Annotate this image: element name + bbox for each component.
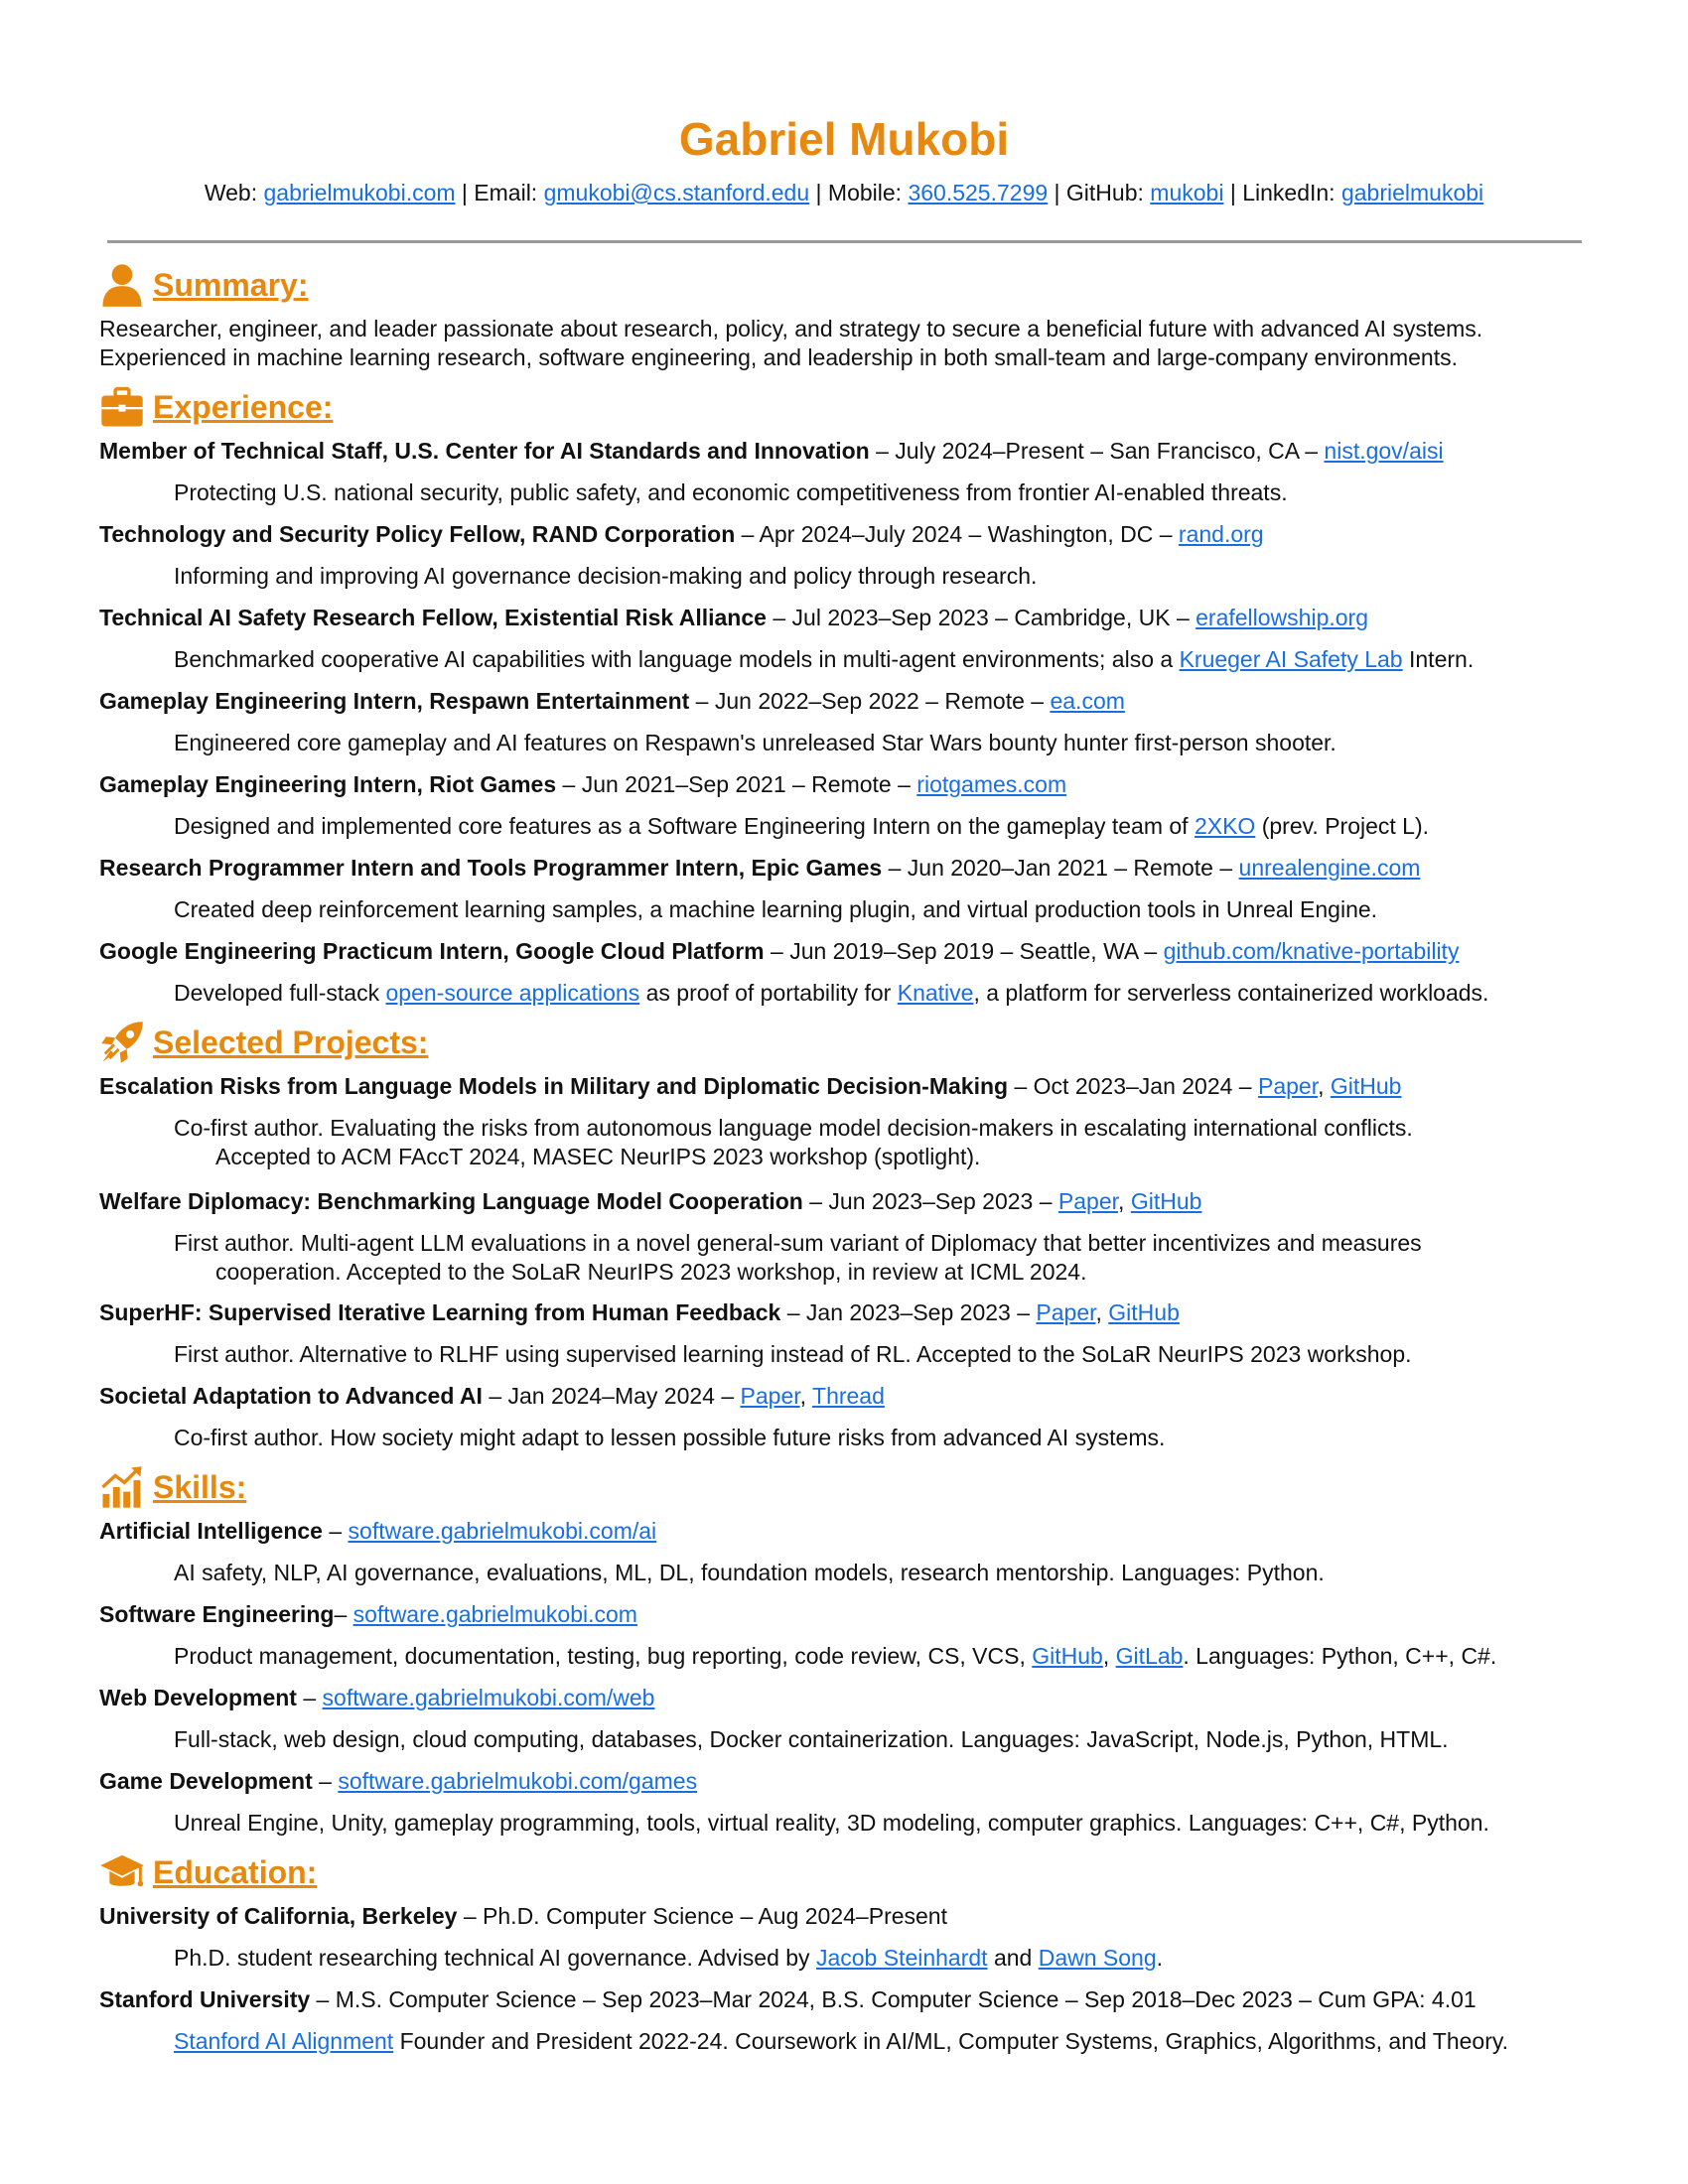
skill-entry	[99, 1600, 1589, 1629]
person-icon	[99, 262, 145, 308]
job-link[interactable]: github.com/knative-portability	[1163, 938, 1460, 964]
skill-entry	[99, 1517, 1589, 1546]
linkedin-label: LinkedIn:	[1242, 180, 1336, 205]
summary-heading	[99, 261, 309, 309]
experience-entry	[99, 854, 1589, 883]
job-description: Created deep reinforcement learning samples, a machine learning plugin, and virtual production tools in Unreal Engine.	[174, 896, 1378, 922]
open-source-link[interactable]: open-source applications	[385, 980, 640, 1006]
desc-text: . Languages: Python, C++, C#.	[1183, 1643, 1497, 1669]
desc-text: ,	[1102, 1643, 1116, 1669]
contact-line	[99, 180, 1589, 206]
school-meta: – M.S. Computer Science – Sep 2023–Mar 2024, B.S. Computer Science – Sep 2018–Dec 2023 – Cum GPA: 4.01	[310, 1986, 1477, 2012]
projects-heading	[99, 1019, 428, 1066]
job-description	[174, 645, 1589, 674]
mobile-label: Mobile:	[827, 180, 903, 205]
advisor-link[interactable]: Dawn Song	[1038, 1945, 1157, 1971]
paper-link[interactable]: Paper	[1057, 1188, 1119, 1214]
skill-sep: –	[334, 1601, 353, 1627]
job-meta: – Jun 2020–Jan 2021 – Remote –	[882, 855, 1239, 881]
github-link[interactable]: GitHub	[1130, 1188, 1202, 1214]
resume-name: Gabriel Mukobi	[678, 113, 1010, 165]
job-description: Engineered core gameplay and AI features on Respawn's unreleased Star Wars bounty hunter first-person shooter.	[174, 730, 1336, 755]
web-link[interactable]: gabrielmukobi.com	[263, 180, 456, 205]
skill-link[interactable]: software.gabrielmukobi.com	[352, 1601, 637, 1627]
summary-line: Researcher, engineer, and leader passionate about research, policy, and strategy to secure a beneficial future with advanced AI systems.	[99, 316, 1483, 341]
rocket-icon	[99, 1020, 145, 1065]
header-divider	[107, 240, 1582, 243]
experience-entry	[99, 770, 1589, 799]
advisor-link[interactable]: Jacob Steinhardt	[815, 1945, 988, 1971]
stanford-ai-alignment-link[interactable]: Stanford AI Alignment	[174, 2028, 394, 2054]
skill-link[interactable]: software.gabrielmukobi.com/web	[322, 1685, 655, 1710]
skill-description	[174, 1642, 1589, 1671]
education-description	[174, 2027, 1589, 2056]
job-link[interactable]: ea.com	[1050, 688, 1125, 714]
skill-sep: –	[296, 1685, 323, 1710]
skills-title: Skills:	[153, 1468, 247, 1505]
skill-link[interactable]: software.gabrielmukobi.com/games	[338, 1768, 698, 1794]
experience-heading	[99, 383, 333, 431]
2xko-link[interactable]: 2XKO	[1194, 813, 1256, 839]
education-entry	[99, 1902, 1589, 1931]
job-meta: – Jul 2023–Sep 2023 – Cambridge, UK –	[766, 605, 1196, 630]
project-meta: – Oct 2023–Jan 2024 –	[1008, 1073, 1258, 1099]
skill-name: Software Engineering	[99, 1601, 335, 1627]
job-description: Protecting U.S. national security, public safety, and economic competitiveness from frontier AI-enabled threats.	[174, 479, 1288, 505]
project-entry: Escalation Risks from Language Models in Military and Diplomatic Decision-Making – Oct 2023–Jan 2024 – Paper, GitHub	[99, 1073, 1402, 1099]
project-description: Co-first author. How society might adapt to lessen possible future risks from advanced AI systems.	[174, 1425, 1166, 1450]
job-meta: – Jun 2022–Sep 2022 – Remote –	[689, 688, 1051, 714]
projects-title: Selected Projects:	[153, 1024, 429, 1060]
paper-link[interactable]: Paper	[1258, 1073, 1319, 1099]
briefcase-icon	[99, 384, 145, 430]
desc-text: First author. Multi-agent LLM evaluations in a novel general-sum variant of Diplomacy that better incentivizes and measures	[174, 1230, 1422, 1256]
email-link[interactable]: gmukobi@cs.stanford.edu	[543, 180, 810, 205]
job-link[interactable]: unrealengine.com	[1238, 855, 1421, 881]
skill-sep: –	[312, 1768, 339, 1794]
summary-text	[99, 315, 1589, 372]
desc-text: Accepted to ACM FAccT 2024, MASEC NeurIPS 2023 workshop (spotlight).	[215, 1144, 981, 1169]
project-entry: Societal Adaptation to Advanced AI – Jan 2024–May 2024 – Paper, Thread	[99, 1383, 885, 1409]
desc-text: as proof of portability for	[639, 980, 898, 1006]
skill-entry	[99, 1767, 1589, 1796]
experience-entry	[99, 604, 1589, 632]
school-name: Stanford University	[99, 1986, 311, 2012]
github-link[interactable]: GitHub	[1108, 1299, 1180, 1325]
project-title: Welfare Diplomacy: Benchmarking Language Model Cooperation	[99, 1188, 803, 1214]
paper-link[interactable]: Paper	[740, 1383, 800, 1409]
bar-chart-icon	[99, 1464, 145, 1510]
experience-entry	[99, 520, 1589, 549]
project-title: Escalation Risks from Language Models in Military and Diplomatic Decision-Making	[99, 1073, 1009, 1099]
project-description	[174, 1114, 1589, 1171]
job-title: Research Programmer Intern and Tools Programmer Intern, Epic Games	[99, 855, 883, 881]
job-title: Google Engineering Practicum Intern, Google Cloud Platform	[99, 938, 765, 964]
desc-text: Intern.	[1402, 646, 1475, 672]
education-description	[174, 1944, 1589, 1973]
experience-entry	[99, 437, 1589, 466]
skill-description: Unreal Engine, Unity, gameplay programming, tools, virtual reality, 3D modeling, computer graphics. Languages: C++, C#, Python.	[174, 1810, 1489, 1836]
desc-text: Founder and President 2022-24. Coursework in AI/ML, Computer Systems, Graphics, Algorithms, and Theory.	[393, 2028, 1509, 2054]
skill-link[interactable]: software.gabrielmukobi.com/ai	[348, 1518, 657, 1544]
project-entry: Welfare Diplomacy: Benchmarking Language Model Cooperation – Jun 2023–Sep 2023 – Paper, GitHub	[99, 1188, 1202, 1214]
github-label: GitHub:	[1065, 180, 1144, 205]
job-meta: – Apr 2024–July 2024 – Washington, DC –	[735, 521, 1179, 547]
job-title: Technology and Security Policy Fellow, RAND Corporation	[99, 521, 736, 547]
gitlab-link[interactable]: GitLab	[1115, 1643, 1184, 1669]
skill-sep: –	[322, 1518, 349, 1544]
project-description: First author. Alternative to RLHF using supervised learning instead of RL. Accepted to the SoLaR NeurIPS 2023 workshop.	[174, 1341, 1412, 1367]
mobile-link[interactable]: 360.525.7299	[908, 180, 1049, 205]
job-title: Technical AI Safety Research Fellow, Existential Risk Alliance	[99, 605, 767, 630]
web-label: Web:	[204, 180, 258, 205]
desc-text: Co-first author. Evaluating the risks from autonomous language model decision-makers in escalating international conflicts.	[174, 1115, 1413, 1141]
school-meta: – Ph.D. Computer Science – Aug 2024–Present	[457, 1903, 947, 1929]
job-link[interactable]: nist.gov/aisi	[1324, 438, 1444, 464]
experience-entry	[99, 687, 1589, 716]
skill-entry	[99, 1684, 1589, 1712]
project-meta: – Jan 2024–May 2024 –	[482, 1383, 741, 1409]
desc-text: Developed full-stack	[174, 980, 386, 1006]
separator: |	[815, 180, 822, 205]
desc-text: Product management, documentation, testing, bug reporting, code review, CS, VCS,	[174, 1643, 1033, 1669]
job-link[interactable]: riotgames.com	[916, 771, 1067, 797]
job-title: Member of Technical Staff, U.S. Center for AI Standards and Innovation	[99, 438, 870, 464]
github-link[interactable]: mukobi	[1150, 180, 1224, 205]
job-meta: – July 2024–Present – San Francisco, CA –	[869, 438, 1325, 464]
desc-text: and	[987, 1945, 1039, 1971]
job-description	[174, 812, 1589, 841]
project-description	[174, 1229, 1589, 1287]
skill-description: AI safety, NLP, AI governance, evaluations, ML, DL, foundation models, research mentorship. Languages: Python.	[174, 1560, 1325, 1585]
project-title: SuperHF: Supervised Iterative Learning from Human Feedback	[99, 1299, 781, 1325]
separator: |	[1054, 180, 1060, 205]
education-title: Education:	[153, 1853, 318, 1890]
experience-title: Experience:	[153, 388, 334, 425]
job-link[interactable]: rand.org	[1178, 521, 1264, 547]
job-title: Gameplay Engineering Intern, Respawn Entertainment	[99, 688, 690, 714]
project-entry: SuperHF: Supervised Iterative Learning from Human Feedback – Jan 2023–Sep 2023 – Paper, GitHub	[99, 1299, 1180, 1325]
job-description	[174, 979, 1589, 1008]
github-link[interactable]: GitHub	[1330, 1073, 1402, 1099]
project-meta: – Jun 2023–Sep 2023 –	[802, 1188, 1058, 1214]
summary-line: Experienced in machine learning research, software engineering, and leadership in both small-team and large-company environments.	[99, 344, 1458, 370]
job-description: Informing and improving AI governance decision-making and policy through research.	[174, 563, 1038, 589]
desc-text: (prev. Project L).	[1255, 813, 1430, 839]
desc-text: Ph.D. student researching technical AI governance. Advised by	[174, 1945, 816, 1971]
linkedin-link[interactable]: gabrielmukobi	[1340, 180, 1484, 205]
job-link[interactable]: erafellowship.org	[1196, 605, 1368, 630]
email-label: Email:	[474, 180, 538, 205]
experience-entry	[99, 937, 1589, 966]
job-meta: – Jun 2019–Sep 2019 – Seattle, WA –	[764, 938, 1164, 964]
graduation-cap-icon	[99, 1849, 145, 1895]
skill-name: Artificial Intelligence	[99, 1518, 323, 1544]
project-meta: – Jan 2023–Sep 2023 –	[780, 1299, 1037, 1325]
summary-title: Summary:	[153, 266, 309, 303]
education-heading	[99, 1848, 317, 1896]
education-entry	[99, 1985, 1589, 2014]
project-title: Societal Adaptation to Advanced AI	[99, 1383, 483, 1409]
school-name: University of California, Berkeley	[99, 1903, 458, 1929]
desc-text: Designed and implemented core features as a Software Engineering Intern on the gameplay team of	[174, 813, 1195, 839]
skill-name: Game Development	[99, 1768, 313, 1794]
paper-link[interactable]: Paper	[1036, 1299, 1096, 1325]
krueger-lab-link[interactable]: Krueger AI Safety Lab	[1179, 646, 1403, 672]
github-link[interactable]: GitHub	[1032, 1643, 1103, 1669]
skills-heading	[99, 1463, 246, 1511]
job-title: Gameplay Engineering Intern, Riot Games	[99, 771, 557, 797]
skill-description: Full-stack, web design, cloud computing, databases, Docker containerization. Languages: JavaScript, Node.js, Python, HTML.	[174, 1726, 1449, 1752]
desc-text: .	[1156, 1945, 1164, 1971]
separator: |	[461, 180, 468, 205]
desc-text: , a platform for serverless containerized workloads.	[973, 980, 1489, 1006]
knative-link[interactable]: Knative	[897, 980, 974, 1006]
desc-text: Benchmarked cooperative AI capabilities with language models in multi-agent environments; also a	[174, 646, 1180, 672]
skill-name: Web Development	[99, 1685, 297, 1710]
thread-link[interactable]: Thread	[812, 1383, 885, 1409]
separator: |	[1229, 180, 1236, 205]
job-meta: – Jun 2021–Sep 2021 – Remote –	[556, 771, 917, 797]
desc-text: cooperation. Accepted to the SoLaR NeurIPS 2023 workshop, in review at ICML 2024.	[215, 1259, 1087, 1285]
